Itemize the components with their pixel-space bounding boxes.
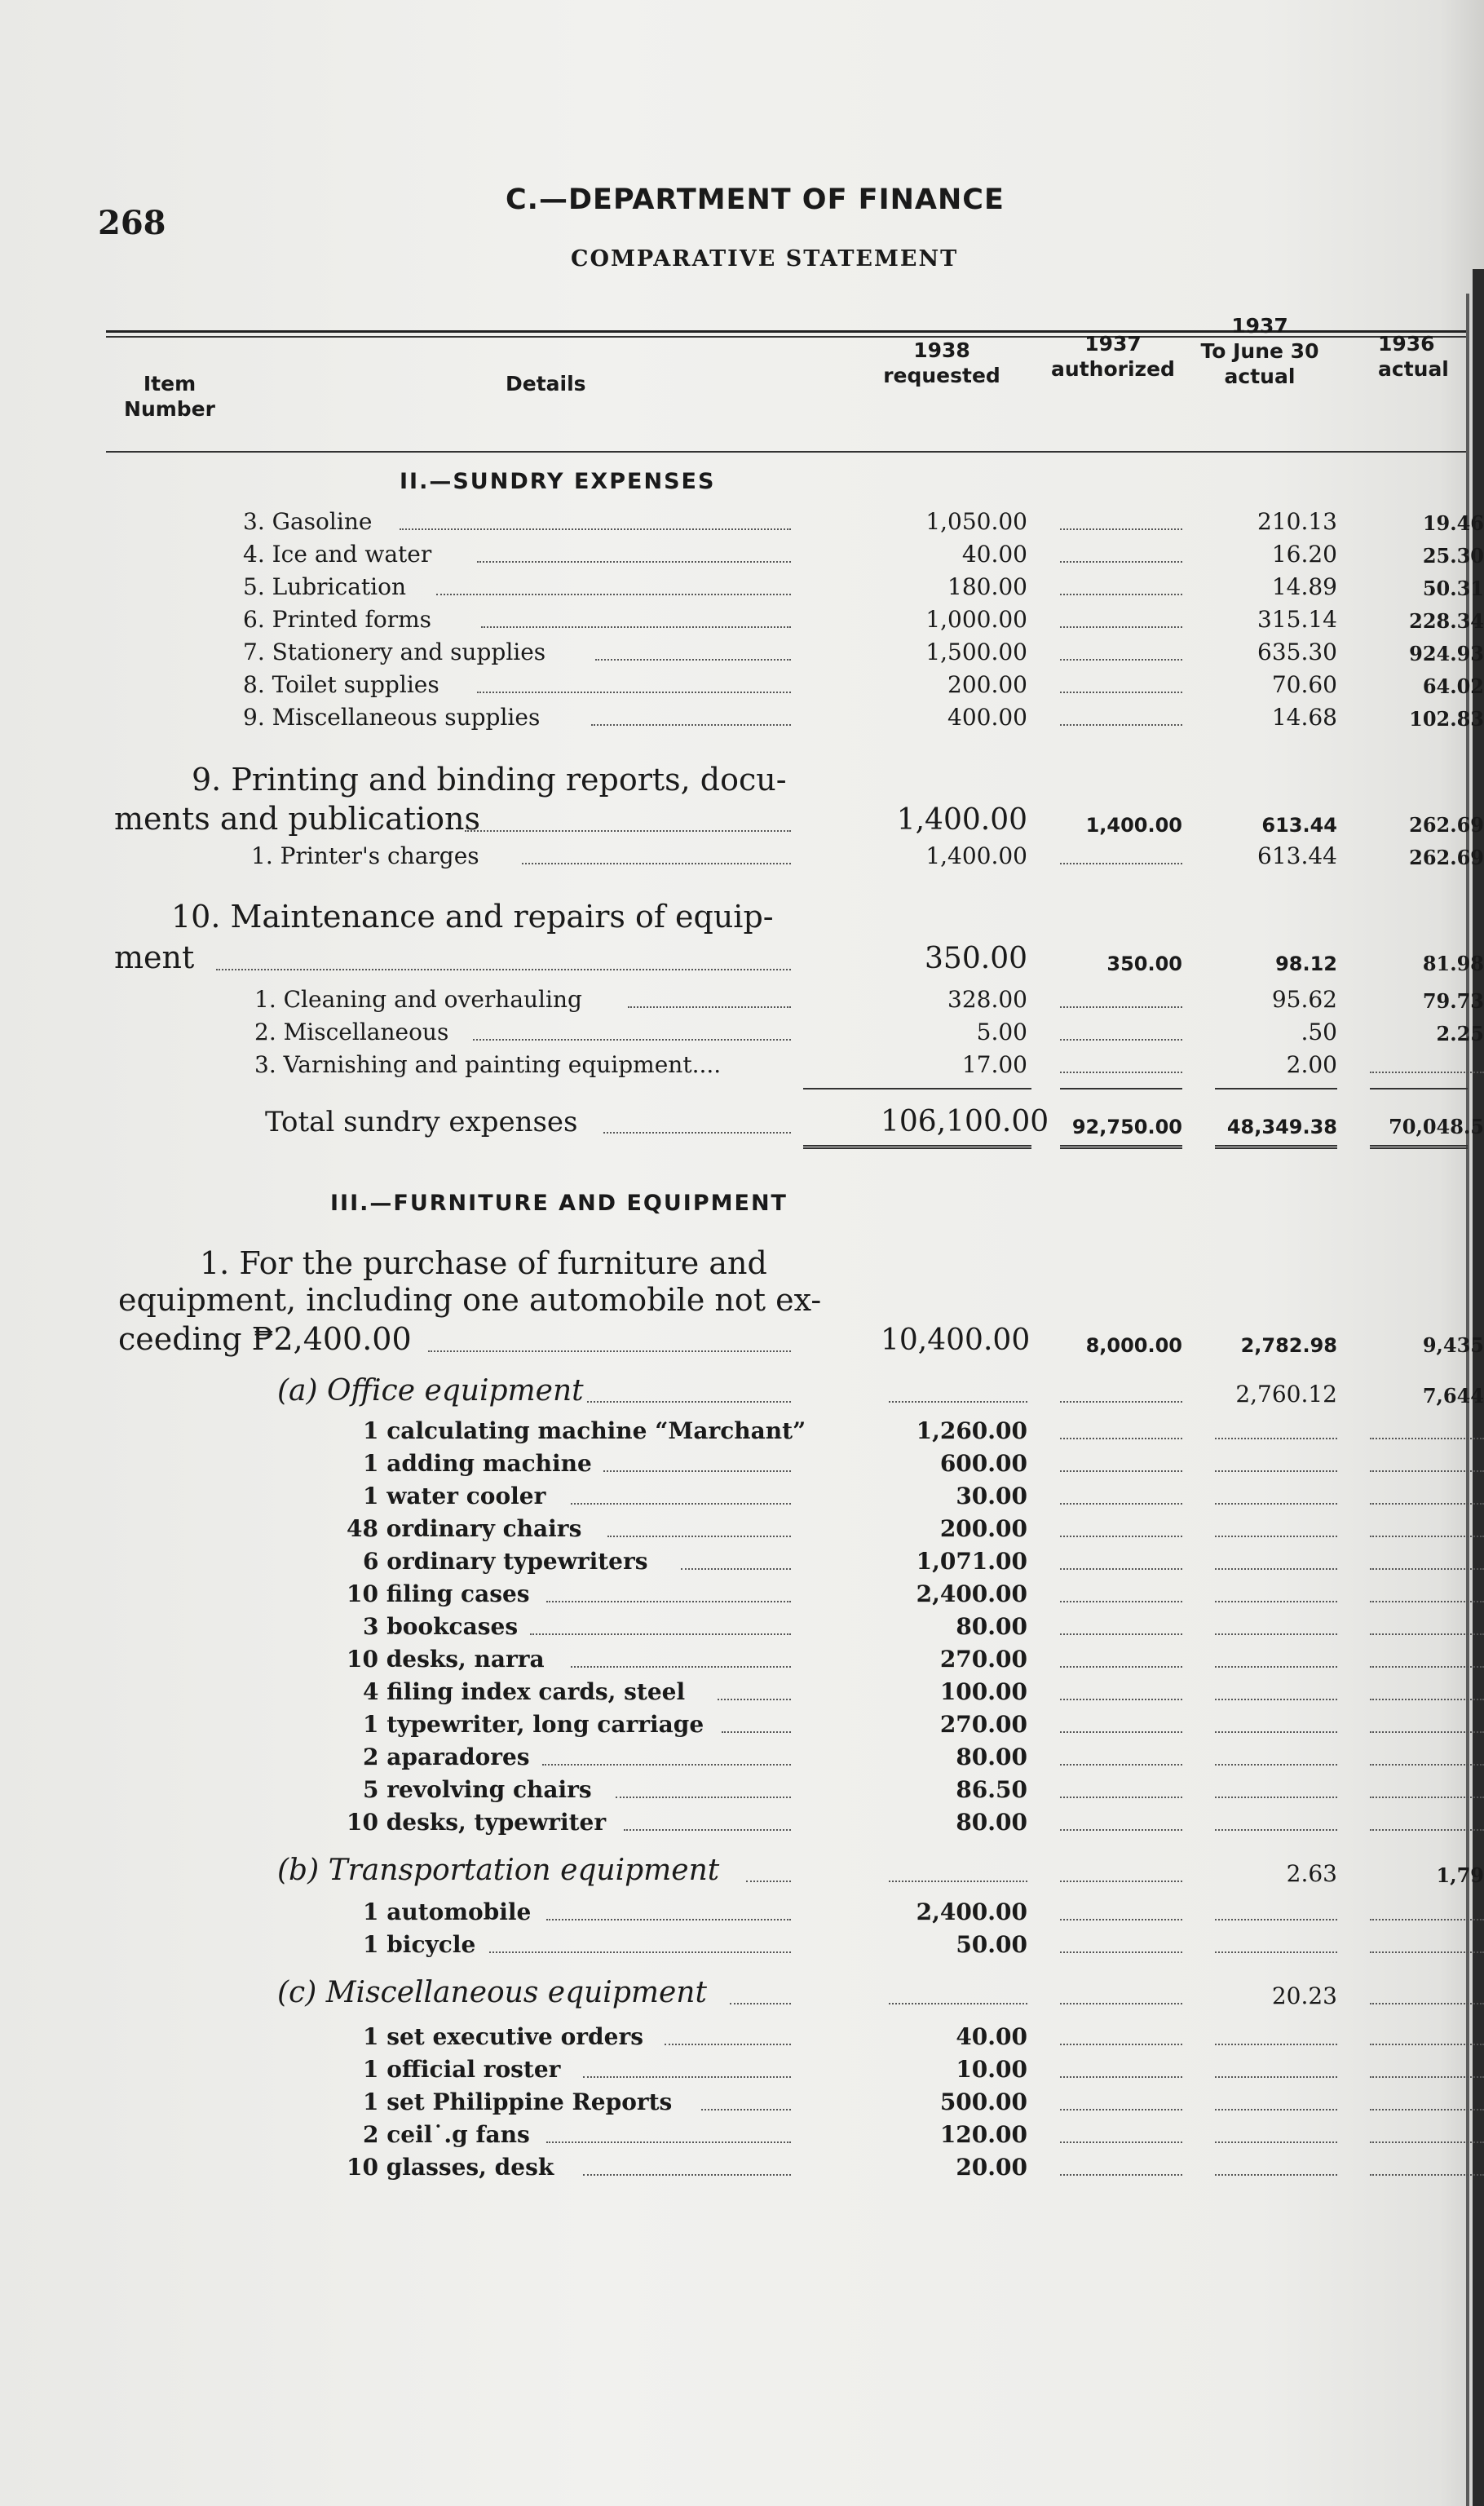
table-row-printing bbox=[0, 760, 1484, 801]
list-item: 6 ordinary typewriters 1,071.00 bbox=[0, 1545, 1484, 1578]
table-row: 1. Cleaning and overhauling 328.00 95.62 79.73 bbox=[254, 986, 1484, 1013]
row-label: 7. Stationery and supplies bbox=[243, 639, 546, 665]
list-item: 1 calculating machine “Marchant” 1,260.00 bbox=[0, 1415, 1484, 1447]
list-item: 2 aparadores 80.00 bbox=[0, 1741, 1484, 1774]
row-label: ceeding ₱2,400.00 bbox=[118, 1321, 412, 1357]
column-header-item: Item Number bbox=[124, 372, 215, 421]
row-label: 9. Printing and binding reports, docu- bbox=[192, 762, 787, 798]
row-label: 9. Miscellaneous supplies bbox=[243, 704, 541, 731]
column-header-1937-authorized: 1937 authorized bbox=[1051, 332, 1175, 381]
row-label: (c) Miscellaneous equipment bbox=[277, 1976, 707, 2009]
list-item: 1 typewriter, long carriage 270.00 bbox=[0, 1708, 1484, 1741]
row-label: 10. Maintenance and repairs of equip- bbox=[171, 899, 774, 935]
list-item: 1 bicycle 50.00 bbox=[0, 1929, 1484, 1961]
row-label: 1. For the purchase of furniture and bbox=[200, 1245, 767, 1281]
table-row-transportation-equipment: (b) Transportation equipment 2.63 1,79 bbox=[277, 1854, 1484, 1887]
list-item: 4 filing index cards, steel 100.00 bbox=[0, 1676, 1484, 1708]
row-label: 1. Cleaning and overhauling bbox=[254, 986, 582, 1013]
department-title: C.—DEPARTMENT OF FINANCE bbox=[506, 183, 1005, 216]
column-header-details: Details bbox=[506, 372, 586, 396]
list-item: 5 revolving chairs 86.50 bbox=[0, 1774, 1484, 1806]
column-header-1937-actual: 1937 To June 30 actual bbox=[1200, 314, 1319, 388]
row-label: Total sundry expenses bbox=[265, 1106, 578, 1138]
table-row: 8. Toilet supplies 200.00 70.60 64.02 bbox=[243, 671, 1484, 698]
table-row: 4. Ice and water 40.00 16.20 25.30 bbox=[243, 541, 1484, 568]
list-item: 1 set executive orders 40.00 bbox=[0, 2021, 1484, 2053]
table-row-miscellaneous-equipment: (c) Miscellaneous equipment 20.23 bbox=[0, 1972, 1484, 2013]
table-row-furniture-cont2: ceeding ₱2,400.00 10,400.00 8,000.00 2,782.98 9,435 bbox=[118, 1321, 1484, 1357]
row-label: ment bbox=[114, 939, 195, 975]
row-label: 6. Printed forms bbox=[243, 606, 431, 633]
table-row-total-sundry: Total sundry expenses 106,100.00 92,750.00 48,349.38 70,048.5 bbox=[265, 1105, 1484, 1138]
list-item: 10 desks, typewriter 80.00 bbox=[0, 1806, 1484, 1839]
table-row: 3. Varnishing and painting equipment.... 17.00 2.00 bbox=[0, 1049, 1484, 1081]
row-label: ments and publications bbox=[114, 801, 481, 837]
row-label: 4. Ice and water bbox=[243, 541, 432, 568]
section-furniture-equipment: III.—FURNITURE AND EQUIPMENT bbox=[330, 1191, 788, 1216]
statement-title: COMPARATIVE STATEMENT bbox=[571, 246, 959, 272]
table-row-office-equipment: (a) Office equipment 2,760.12 7,644 bbox=[277, 1374, 1484, 1408]
table-row: 1. Printer's charges 1,400.00 613.44 262.69 bbox=[251, 842, 1484, 869]
row-label: 3. Gasoline bbox=[243, 508, 373, 535]
list-item: 10 desks, narra 270.00 bbox=[0, 1643, 1484, 1676]
section-sundry-expenses: II.—SUNDRY EXPENSES bbox=[400, 469, 716, 494]
list-item: 10 filing cases 2,400.00 bbox=[0, 1578, 1484, 1611]
header-rule-bottom bbox=[106, 451, 1466, 453]
row-label: 3. Varnishing and painting equipment.... bbox=[254, 1051, 722, 1078]
row-label: 5. Lubrication bbox=[243, 573, 406, 600]
list-item: 1 water cooler 30.00 bbox=[0, 1480, 1484, 1513]
row-label: (a) Office equipment bbox=[277, 1374, 584, 1408]
page-number: 268 bbox=[98, 204, 166, 242]
table-row: 3. Gasoline 1,050.00 210.13 19.46 bbox=[243, 508, 1484, 535]
table-row-maintenance bbox=[0, 897, 1484, 938]
table-row-printing-cont: ments and publications 1,400.00 1,400.00 613.44 262.69 bbox=[114, 801, 1484, 837]
list-item: 1 automobile 2,400.00 bbox=[0, 1896, 1484, 1929]
table-row: 6. Printed forms 1,000.00 315.14 228.34 bbox=[243, 606, 1484, 633]
row-label: 1. Printer's charges bbox=[251, 842, 479, 869]
column-header-1936-actual: 1936 actual bbox=[1378, 332, 1449, 381]
list-item: 1 official roster 10.00 bbox=[0, 2053, 1484, 2086]
table-row-maintenance-cont: ment 350.00 350.00 98.12 81.98 bbox=[114, 939, 1484, 975]
row-label: 8. Toilet supplies bbox=[243, 671, 439, 698]
row-label: (b) Transportation equipment bbox=[277, 1854, 720, 1887]
table-row: 7. Stationery and supplies 1,500.00 635.30 924.93 bbox=[243, 639, 1484, 665]
table-row: 5. Lubrication 180.00 14.89 50.31 bbox=[243, 573, 1484, 600]
list-item: 3 bookcases 80.00 bbox=[0, 1611, 1484, 1643]
row-label: equipment, including one automobile not ex- bbox=[118, 1282, 822, 1318]
list-item: 1 set Philippine Reports 500.00 bbox=[0, 2086, 1484, 2119]
list-item: 10 glasses, desk 20.00 bbox=[0, 2151, 1484, 2184]
column-header-1938-requested: 1938 requested bbox=[883, 338, 1000, 387]
row-label: 2. Miscellaneous bbox=[254, 1019, 449, 1045]
list-item: 1 adding machine 600.00 bbox=[0, 1447, 1484, 1480]
list-item: 48 ordinary chairs 200.00 bbox=[0, 1513, 1484, 1545]
table-row-furniture bbox=[0, 1244, 1484, 1284]
table-row: 2. Miscellaneous 5.00 .50 2.25 bbox=[254, 1019, 1484, 1045]
list-item: 2 ceil˙.g fans 120.00 bbox=[0, 2119, 1484, 2151]
table-row-furniture-cont bbox=[0, 1280, 1484, 1321]
table-row: 9. Miscellaneous supplies 400.00 14.68 102.83 bbox=[243, 704, 1484, 731]
